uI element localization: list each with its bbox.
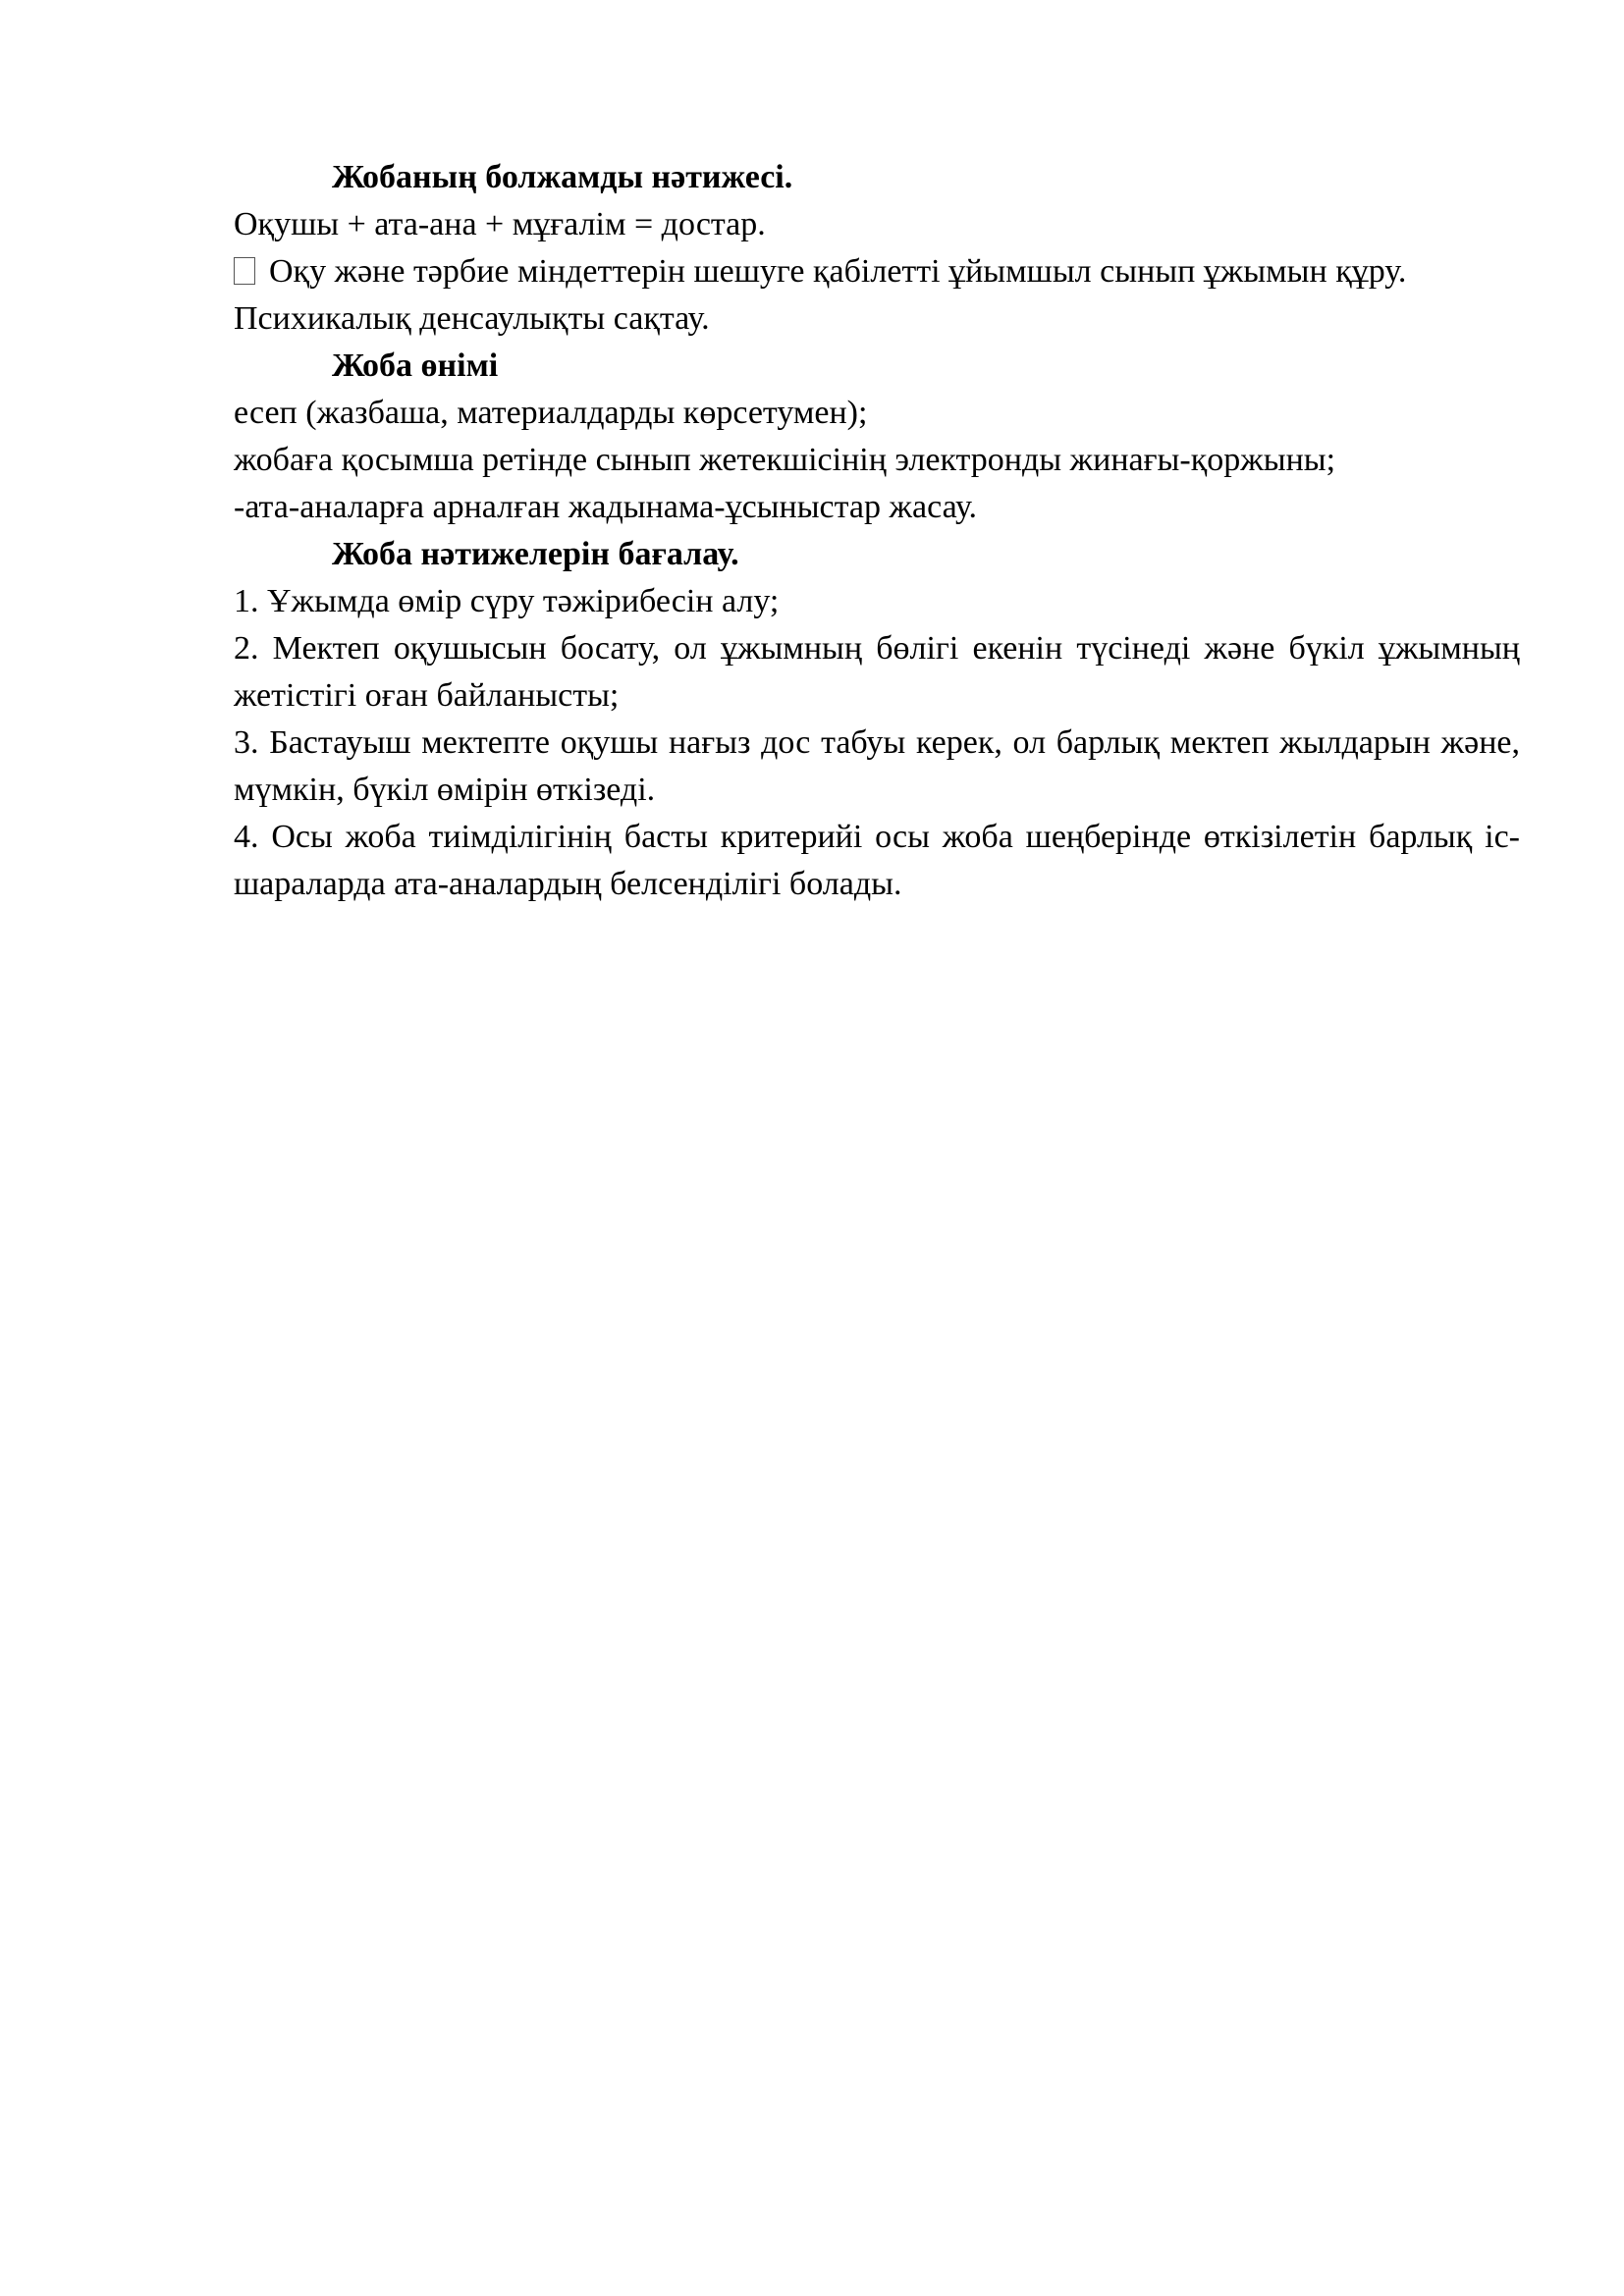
paragraph: -ата-аналарға арналған жадынама-ұсыныстар жасау. xyxy=(234,489,978,525)
list-item: 3. Бастауыш мектепте оқушы нағыз дос табуы керек, ол барлық мектеп жылдарын және, мүмкін, бүкіл өмірін өткізеді. xyxy=(234,724,1520,808)
paragraph: Психикалық денсаулықты сақтау. xyxy=(234,300,710,337)
section-expected-results xyxy=(234,154,1520,343)
paragraph: жобаға қосымша ретінде сынып жетекшісінің электронды жинағы-қоржыны; xyxy=(234,442,1336,478)
heading-project-product: Жоба өнімі xyxy=(332,347,499,384)
paragraph-text: Оқу және тәрбие міндеттерін шешуге қабілетті ұйымшыл сынып ұжымын құру. xyxy=(269,253,1407,290)
list-item: 2. Мектеп оқушысын босату, ол ұжымның бөлігі екенін түсінеді және бүкіл ұжымның жетістігі оған байланысты; xyxy=(234,630,1520,714)
list-item: 4. Осы жоба тиімділігінің басты критерийі осы жоба шеңберінде өткізілетін барлық іс-шараларда ата-аналардың белсенділігі болады. xyxy=(234,819,1520,902)
document-page xyxy=(234,154,1520,908)
heading-results-evaluation: Жоба нәтижелерін бағалау. xyxy=(332,536,739,572)
paragraph: есеп (жазбаша, материалдарды көрсетумен); xyxy=(234,395,868,431)
missing-glyph-box-icon xyxy=(234,257,255,285)
section-results-evaluation xyxy=(234,531,1520,908)
paragraph-with-bullet xyxy=(234,248,1520,295)
paragraph: Оқушы + ата-ана + мұғалім = достар. xyxy=(234,206,766,242)
section-project-product xyxy=(234,343,1520,531)
heading-expected-results: Жобаның болжамды нәтижесі. xyxy=(332,159,793,195)
list-item: 1. Ұжымда өмір сүру тәжірибесін алу; xyxy=(234,583,780,619)
